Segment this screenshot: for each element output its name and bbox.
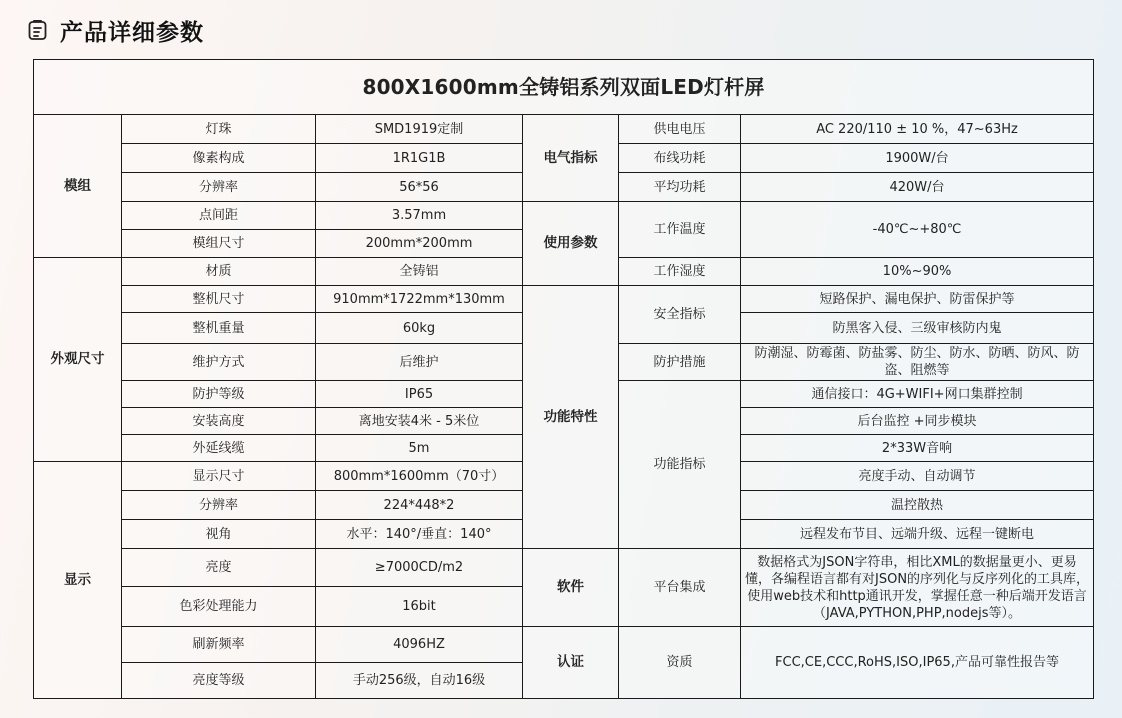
param-value: AC 220/110 ± 10 %，47~63Hz bbox=[741, 115, 1094, 144]
param-value: IP65 bbox=[316, 381, 523, 408]
param-value: 防黑客入侵、三级审核防内鬼 bbox=[741, 313, 1094, 344]
param-value: FCC,CE,CCC,RoHS,ISO,IP65,产品可靠性报告等 bbox=[741, 627, 1094, 699]
param-label: 模组尺寸 bbox=[122, 230, 316, 258]
param-value: 亮度手动、自动调节 bbox=[741, 462, 1094, 491]
param-label: 刷新频率 bbox=[122, 627, 316, 663]
param-label: 工作湿度 bbox=[619, 258, 741, 286]
param-value: 短路保护、漏电保护、防雷保护等 bbox=[741, 286, 1094, 313]
param-label: 分辨率 bbox=[122, 173, 316, 202]
param-value: 224*448*2 bbox=[316, 491, 523, 520]
category-certification: 认证 bbox=[523, 627, 619, 699]
category-display: 显示 bbox=[34, 462, 122, 699]
param-label: 像素构成 bbox=[122, 144, 316, 173]
param-label: 功能指标 bbox=[619, 381, 741, 549]
param-value: 60kg bbox=[316, 313, 523, 344]
param-label: 维护方式 bbox=[122, 344, 316, 381]
param-value: 910mm*1722mm*130mm bbox=[316, 286, 523, 313]
param-value: 水平：140°/垂直：140° bbox=[316, 520, 523, 549]
param-label: 供电电压 bbox=[619, 115, 741, 144]
param-label: 平台集成 bbox=[619, 549, 741, 627]
param-label: 外延线缆 bbox=[122, 435, 316, 462]
param-value: 温控散热 bbox=[741, 491, 1094, 520]
param-label: 安全指标 bbox=[619, 286, 741, 344]
param-value: 4096HZ bbox=[316, 627, 523, 663]
param-label: 材质 bbox=[122, 258, 316, 286]
param-label: 平均功耗 bbox=[619, 173, 741, 202]
category-module: 模组 bbox=[34, 115, 122, 258]
param-label: 资质 bbox=[619, 627, 741, 699]
param-label: 安装高度 bbox=[122, 408, 316, 435]
category-electrical: 电气指标 bbox=[523, 115, 619, 202]
param-label: 点间距 bbox=[122, 202, 316, 230]
param-value: 10%~90% bbox=[741, 258, 1094, 286]
param-label: 亮度 bbox=[122, 549, 316, 587]
clipboard-list-icon bbox=[26, 18, 50, 42]
param-label: 显示尺寸 bbox=[122, 462, 316, 491]
param-value: 后台监控 +同步模块 bbox=[741, 408, 1094, 435]
param-value: 16bit bbox=[316, 587, 523, 627]
param-value: ≥7000CD/m2 bbox=[316, 549, 523, 587]
param-label: 防护等级 bbox=[122, 381, 316, 408]
param-value: 5m bbox=[316, 435, 523, 462]
param-value: 通信接口：4G+WIFI+网口集群控制 bbox=[741, 381, 1094, 408]
param-value: 后维护 bbox=[316, 344, 523, 381]
param-label: 工作温度 bbox=[619, 202, 741, 258]
spec-table bbox=[33, 59, 1094, 699]
param-value: 800mm*1600mm（70寸） bbox=[316, 462, 523, 491]
category-appearance: 外观尺寸 bbox=[34, 258, 122, 462]
param-label: 整机尺寸 bbox=[122, 286, 316, 313]
category-usage: 使用参数 bbox=[523, 202, 619, 286]
param-label: 布线功耗 bbox=[619, 144, 741, 173]
page-title: 产品详细参数 bbox=[60, 19, 204, 46]
param-value: SMD1919定制 bbox=[316, 115, 523, 144]
category-software: 软件 bbox=[523, 549, 619, 627]
param-value: 防潮湿、防霉菌、防盐雾、防尘、防水、防晒、防风、防盗、阻燃等 bbox=[741, 344, 1094, 381]
param-label: 整机重量 bbox=[122, 313, 316, 344]
category-features: 功能特性 bbox=[523, 286, 619, 549]
param-value: 2*33W音响 bbox=[741, 435, 1094, 462]
param-value: 56*56 bbox=[316, 173, 523, 202]
param-label: 亮度等级 bbox=[122, 663, 316, 699]
param-value: 3.57mm bbox=[316, 202, 523, 230]
param-value: 离地安装4米 - 5米位 bbox=[316, 408, 523, 435]
param-label: 视角 bbox=[122, 520, 316, 549]
page-header bbox=[26, 14, 204, 46]
param-value: 200mm*200mm bbox=[316, 230, 523, 258]
param-label: 色彩处理能力 bbox=[122, 587, 316, 627]
param-label: 分辨率 bbox=[122, 491, 316, 520]
param-value: 远程发布节目、远端升级、远程一键断电 bbox=[741, 520, 1094, 549]
table-title: 800X1600mm全铸铝系列双面LED灯杆屏 bbox=[34, 60, 1094, 115]
param-value: 420W/台 bbox=[741, 173, 1094, 202]
param-label: 灯珠 bbox=[122, 115, 316, 144]
param-value: 手动256级，自动16级 bbox=[316, 663, 523, 699]
param-value: 数据格式为JSON字符串，相比XML的数据量更小、更易懂，各编程语言都有对JSON的序列化与反序列化的工具库，使用web技术和http通讯开发，掌握任意一种后端开发语言（JAVA,PYTHON,PHP,nodejs等）。 bbox=[741, 549, 1094, 627]
param-value: 1900W/台 bbox=[741, 144, 1094, 173]
param-value: 1R1G1B bbox=[316, 144, 523, 173]
param-value: 全铸铝 bbox=[316, 258, 523, 286]
param-label: 防护措施 bbox=[619, 344, 741, 381]
param-value: -40℃~+80℃ bbox=[741, 202, 1094, 258]
